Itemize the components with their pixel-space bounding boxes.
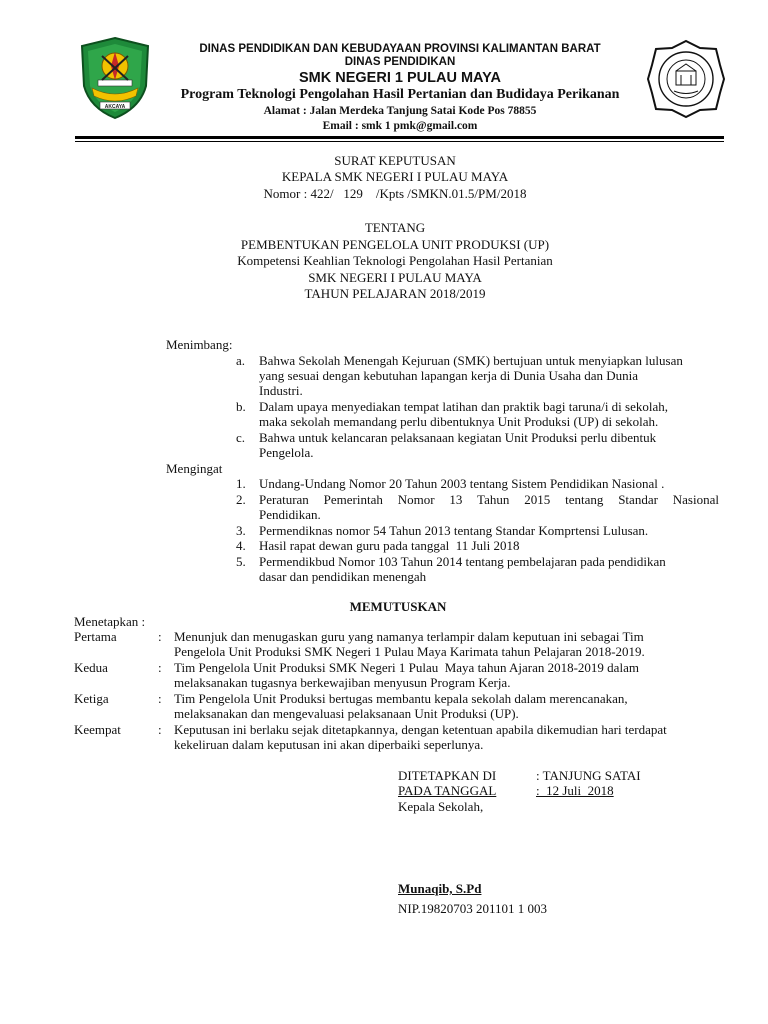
menimbang-text: Pengelola. [259,445,314,460]
decision-text: Pengelola Unit Produksi SMK Negeri 1 Pulau Maya Karimata tahun Pelajaran 2018-2019. [174,644,645,659]
menimbang-text: Bahwa untuk kelancaran pelaksanaan kegiatan Unit Produksi perlu dibentuk [259,430,657,445]
school-email: Email : smk 1 pmk@gmail.com [322,120,478,132]
mengingat-text: dasar dan pendidikan menengah [259,569,427,584]
sign-date-value: : 12 Juli 2018 [536,783,614,798]
signatory-name: Munaqib, S.Pd [398,881,482,896]
about-line-4: TAHUN PELAJARAN 2018/2019 [304,286,486,301]
menimbang-text: maka sekolah memandang perlu dibentuknya Unit Produksi (UP) di sekolah. [259,414,659,429]
decision-heading: MEMUTUSKAN [349,599,447,614]
decision-text: melaksanakan dan mengevaluasi pelaksanaan Unit Produksi (UP). [174,706,519,721]
doc-title: SURAT KEPUTUSAN [334,153,456,168]
left-emblem [78,36,152,120]
mengingat-text: Permendiknas nomor 54 Tahun 2013 tentang Standar Komprtensi Lulusan. [259,523,649,538]
school-name: SMK NEGERI 1 PULAU MAYA [299,70,501,86]
about-line-2: Kompetensi Keahlian Teknologi Pengolahan Hasil Pertanian [237,253,553,268]
decision-text: kekeliruan dalam keputusan ini akan diperbaiki seperlunya. [174,737,484,752]
decision-text: melaksanakan tugasnya berkewajiban menyusun Program Kerja. [174,675,511,690]
program-name: Program Teknologi Pengolahan Hasil Pertanian dan Budidaya Perikanan [180,87,620,102]
mengingat-label: Mengingat [166,461,223,476]
mengingat-marker: 3. [236,523,246,538]
decision-label: Keempat [74,722,121,737]
doc-number: Nomor : 422/ 129 /Kpts /SMKN.01.5/PM/2018 [263,186,527,201]
mengingat-text: Permendikbud Nomor 103 Tahun 2014 tentang pembelajaran pada pendidikan [259,554,666,569]
menimbang-text: Bahwa Sekolah Menengah Kejuruan (SMK) bertujuan untuk menyiapkan lulusan [259,353,683,368]
menimbang-text: yang sesuai dengan kebutuhan lapangan kerja di Dunia Usaha dan Dunia [259,368,639,383]
signatory-nip: NIP.19820703 201101 1 003 [398,901,548,916]
decision-colon: : [158,722,162,737]
menimbang-marker: c. [236,430,246,445]
decision-colon: : [158,629,162,644]
menimbang-marker: a. [236,353,246,368]
header-rule-thin [75,141,724,142]
about-line-3: SMK NEGERI I PULAU MAYA [308,270,482,285]
province-emblem-icon [78,36,152,120]
mengingat-marker: 1. [236,476,246,491]
decision-colon: : [158,660,162,675]
decision-text: Menunjuk dan menugaskan guru yang namanya terlampir dalam keputuan ini sebagai Tim [174,629,644,644]
header-rule-thick [75,136,724,139]
doc-issuer: KEPALA SMK NEGERI I PULAU MAYA [281,169,509,184]
school-address: Alamat : Jalan Merdeka Tanjung Satai Kode Pos 78855 [263,105,537,117]
decision-text: Tim Pengelola Unit Produksi bertugas membantu kepala sekolah dalam merencanakan, [174,691,628,706]
mengingat-marker: 5. [236,554,246,569]
emblem-ribbon-text: AKCAYA [104,104,126,110]
sign-role: Kepala Sekolah, [398,799,484,814]
mengingat-text: Peraturan Pemerintah Nomor 13 Tahun 2015 tentang Standar Nasional [259,492,719,507]
menetapkan-label: Menetapkan : [74,614,146,629]
decision-text: Keputusan ini berlaku sejak ditetapkannya, dengan ketentuan apabila dikemudian hari terdapat [174,722,667,737]
header-line1: DINAS PENDIDIKAN DAN KEBUDAYAAN PROVINSI KALIMANTAN BARAT [199,43,601,55]
mengingat-marker: 2. [236,492,246,507]
menimbang-text: Dalam upaya menyediakan tempat latihan dan praktik bagi taruna/i di sekolah, [259,399,668,414]
decision-text: Tim Pengelola Unit Produksi SMK Negeri 1 Pulau Maya tahun Ajaran 2018-2019 dalam [174,660,639,675]
about-line-1: PEMBENTUKAN PENGELOLA UNIT PRODUKSI (UP) [240,237,550,252]
mengingat-text: Hasil rapat dewan guru pada tanggal 11 Juli 2018 [259,538,520,553]
decision-label: Pertama [74,629,117,644]
mengingat-marker: 4. [236,538,246,553]
decision-colon: : [158,691,162,706]
sign-place-label: DITETAPKAN DI [398,768,497,783]
decision-label: Kedua [74,660,108,675]
menimbang-marker: b. [236,399,246,414]
menimbang-label: Menimbang: [166,337,233,352]
mengingat-text: Pendidikan. [259,507,321,522]
decision-label: Ketiga [74,691,109,706]
sign-date-label: PADA TANGGAL [398,783,497,798]
about-heading: TENTANG [364,220,426,235]
header-line2: DINAS PENDIDIKAN [344,56,456,68]
menimbang-text: Industri. [259,383,303,398]
mengingat-text: Undang-Undang Nomor 20 Tahun 2003 tentang Sistem Pendidikan Nasional . [259,476,665,491]
sign-place-value: : TANJUNG SATAI [536,768,641,783]
school-seal-icon [646,39,726,119]
right-school-logo [646,39,726,119]
